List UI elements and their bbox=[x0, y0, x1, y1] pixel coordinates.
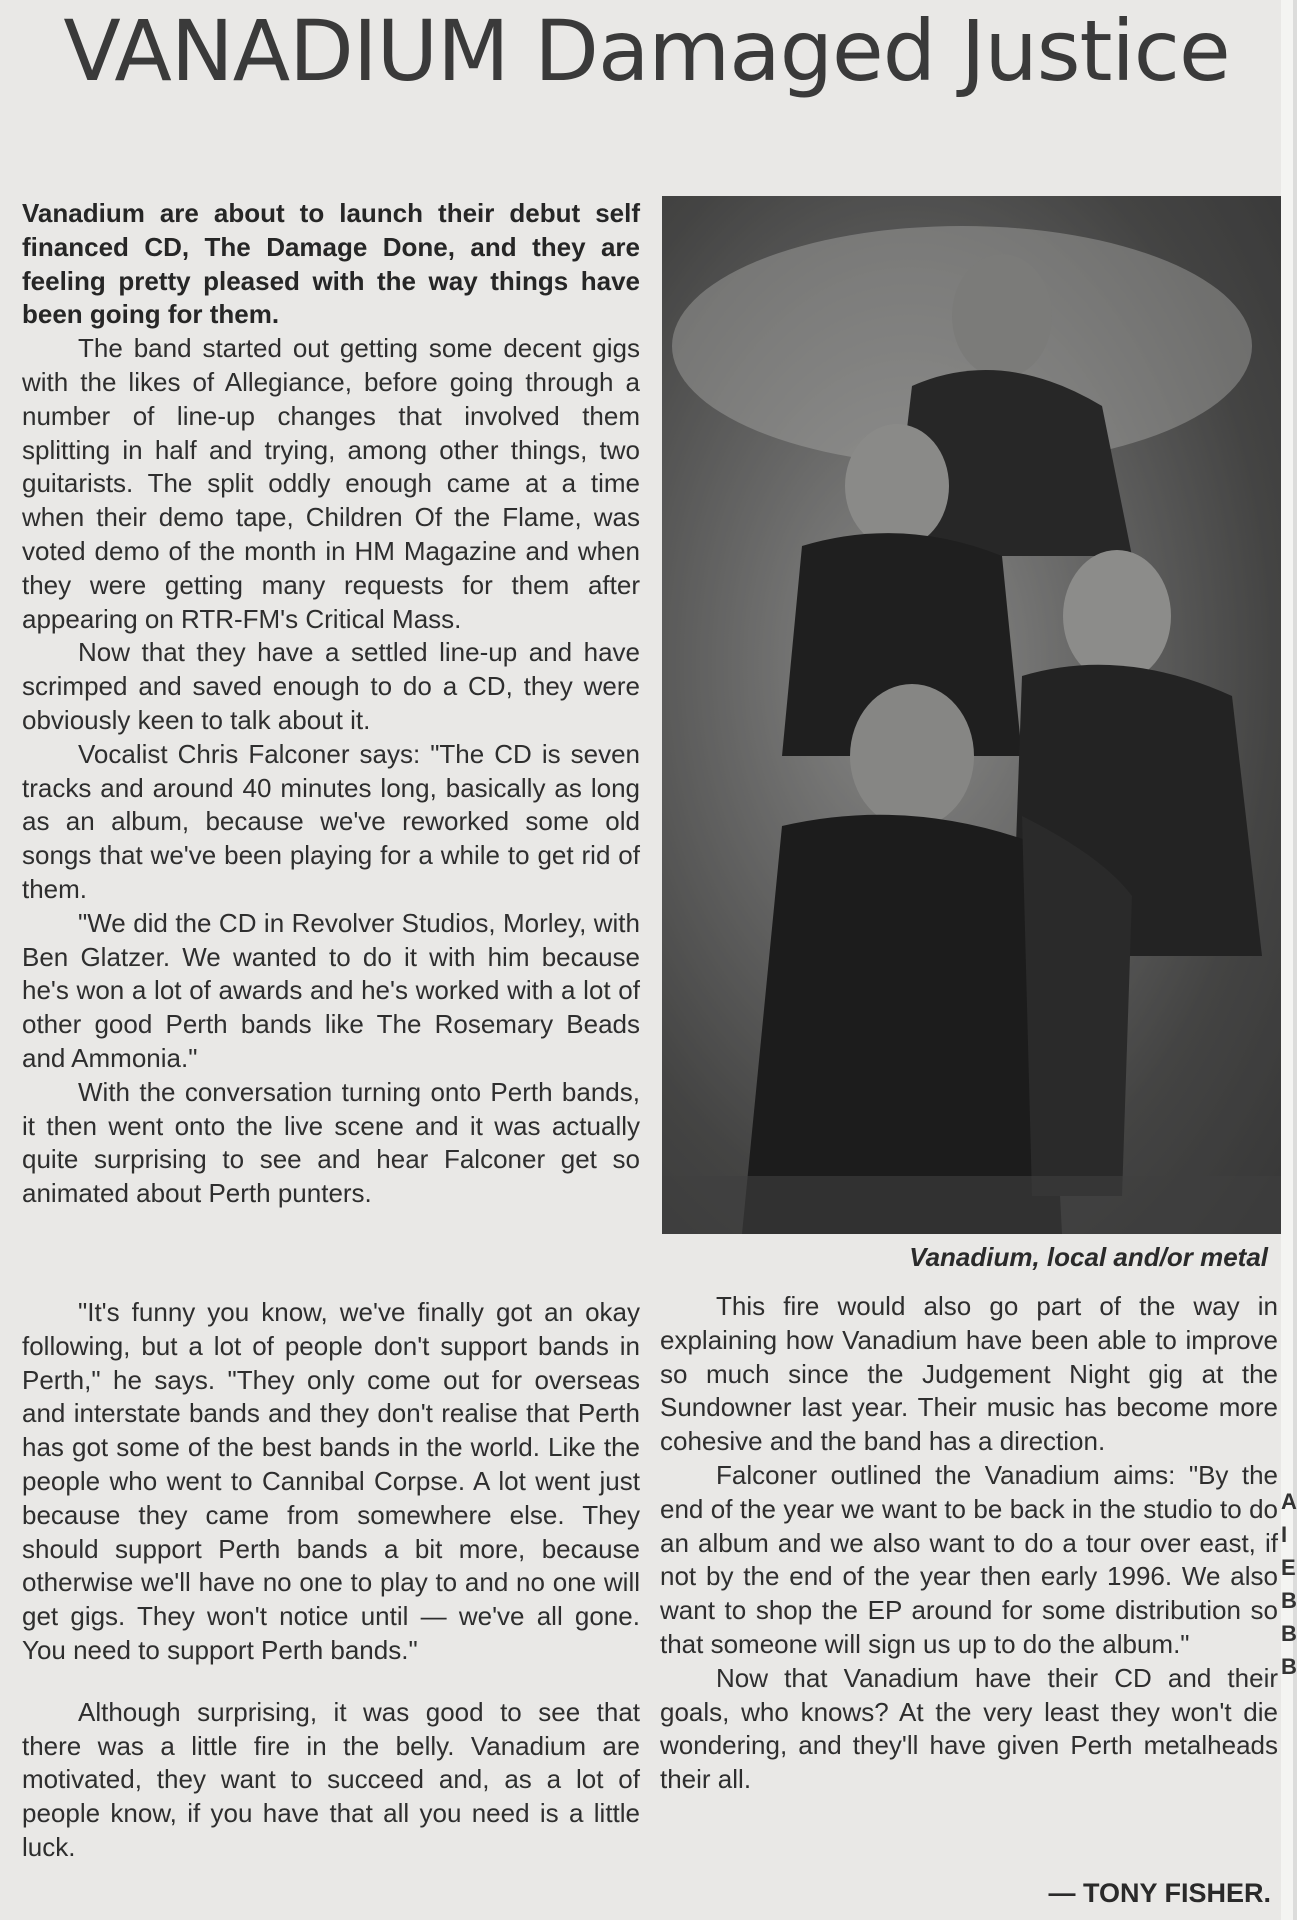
paragraph-5: With the conversation turning onto Perth bands, it then went onto the live scene and it was actually quite surprising to see and hear Falconer get so animated about Perth punters. bbox=[22, 1076, 640, 1209]
band-photo-illustration bbox=[662, 196, 1281, 1234]
article-title: VANADIUM Damaged Justice bbox=[63, 2, 1230, 100]
paragraph-4: "We did the CD in Revolver Studios, Morley, with Ben Glatzer. We wanted to do it with him because he's won a lot of awards and he's worked with a lot of other good Perth bands like The Rosemary Beads and Ammonia." bbox=[22, 907, 640, 1073]
paragraph-7: Although surprising, it was good to see that there was a little fire in the belly. Vanadium are motivated, they want to succeed and, as a lot of people know, if you have that all you need is a little luck. bbox=[22, 1696, 640, 1862]
adjacent-column-fragment bbox=[1281, 1485, 1297, 1683]
paragraph-1: The band started out getting some decent gigs with the likes of Allegiance, before going through a number of line-up changes that involved them splitting in half and trying, among other things, two guitarists. The split oddly enough came at a time when their demo tape, Children Of the Flame, was voted demo of the month in HM Magazine and when they were getting many requests for them after appearing on RTR-FM's Critical Mass. bbox=[22, 333, 640, 634]
paragraph-3: Vocalist Chris Falconer says: "The CD is seven tracks and around 40 minutes long, basically as long as an album, because we've reworked some old songs that we've been playing for a while to get rid of them. bbox=[22, 738, 640, 904]
margin-letter: A bbox=[1281, 1489, 1297, 1514]
paragraph-9: Falconer outlined the Vanadium aims: "By the end of the year we want to be back in the studio to do an album and we also want to do a tour over east, if not by the end of the year then early 1996. We also want to shop the EP around for some distribution so that someone will sign us up to do the album." bbox=[660, 1459, 1278, 1659]
margin-letter: B bbox=[1281, 1621, 1297, 1646]
paragraph-8: This fire would also go part of the way in explaining how Vanadium have been able to improve so much since the Judgement Night gig at the Sundowner last year. Their music has become more cohesive and the band has a direction. bbox=[660, 1291, 1278, 1457]
author-byline: — TONY FISHER. bbox=[1048, 1878, 1271, 1908]
margin-letter: B bbox=[1281, 1654, 1297, 1679]
right-column-bottom bbox=[660, 1290, 1278, 1797]
band-photo bbox=[662, 196, 1281, 1234]
photo-caption: Vanadium, local and/or metal bbox=[909, 1242, 1268, 1272]
margin-letter: I bbox=[1281, 1522, 1288, 1547]
paragraph-gap bbox=[22, 1668, 640, 1696]
margin-letter: B bbox=[1281, 1588, 1297, 1613]
left-column-top bbox=[22, 197, 640, 1211]
margin-letter: E bbox=[1281, 1555, 1296, 1580]
paragraph-10: Now that Vanadium have their CD and their goals, who knows? At the very least they won't die wondering, and they'll have given Perth metalheads their all. bbox=[660, 1662, 1278, 1795]
left-column-bottom bbox=[22, 1296, 640, 1865]
paragraph-6: "It's funny you know, we've finally got an okay following, but a lot of people don't support bands in Perth," he says. "They only come out for overseas and interstate bands and they don't realise that Perth has got some of the best bands in the world. Like the people who went to Cannibal Corpse. A lot went just because they came from somewhere else. They should support Perth bands a bit more, because otherwise we'll have no one to play to and no one will get gigs. They won't notice until — we've all gone. You need to support Perth bands." bbox=[22, 1297, 640, 1665]
paragraph-2: Now that they have a settled line-up and have scrimped and saved enough to do a CD, they were obviously keen to talk about it. bbox=[22, 637, 640, 735]
article-lead: Vanadium are about to launch their debut self financed CD, The Damage Done, and they are feeling pretty pleased with the way things have been going for them. bbox=[22, 198, 640, 330]
